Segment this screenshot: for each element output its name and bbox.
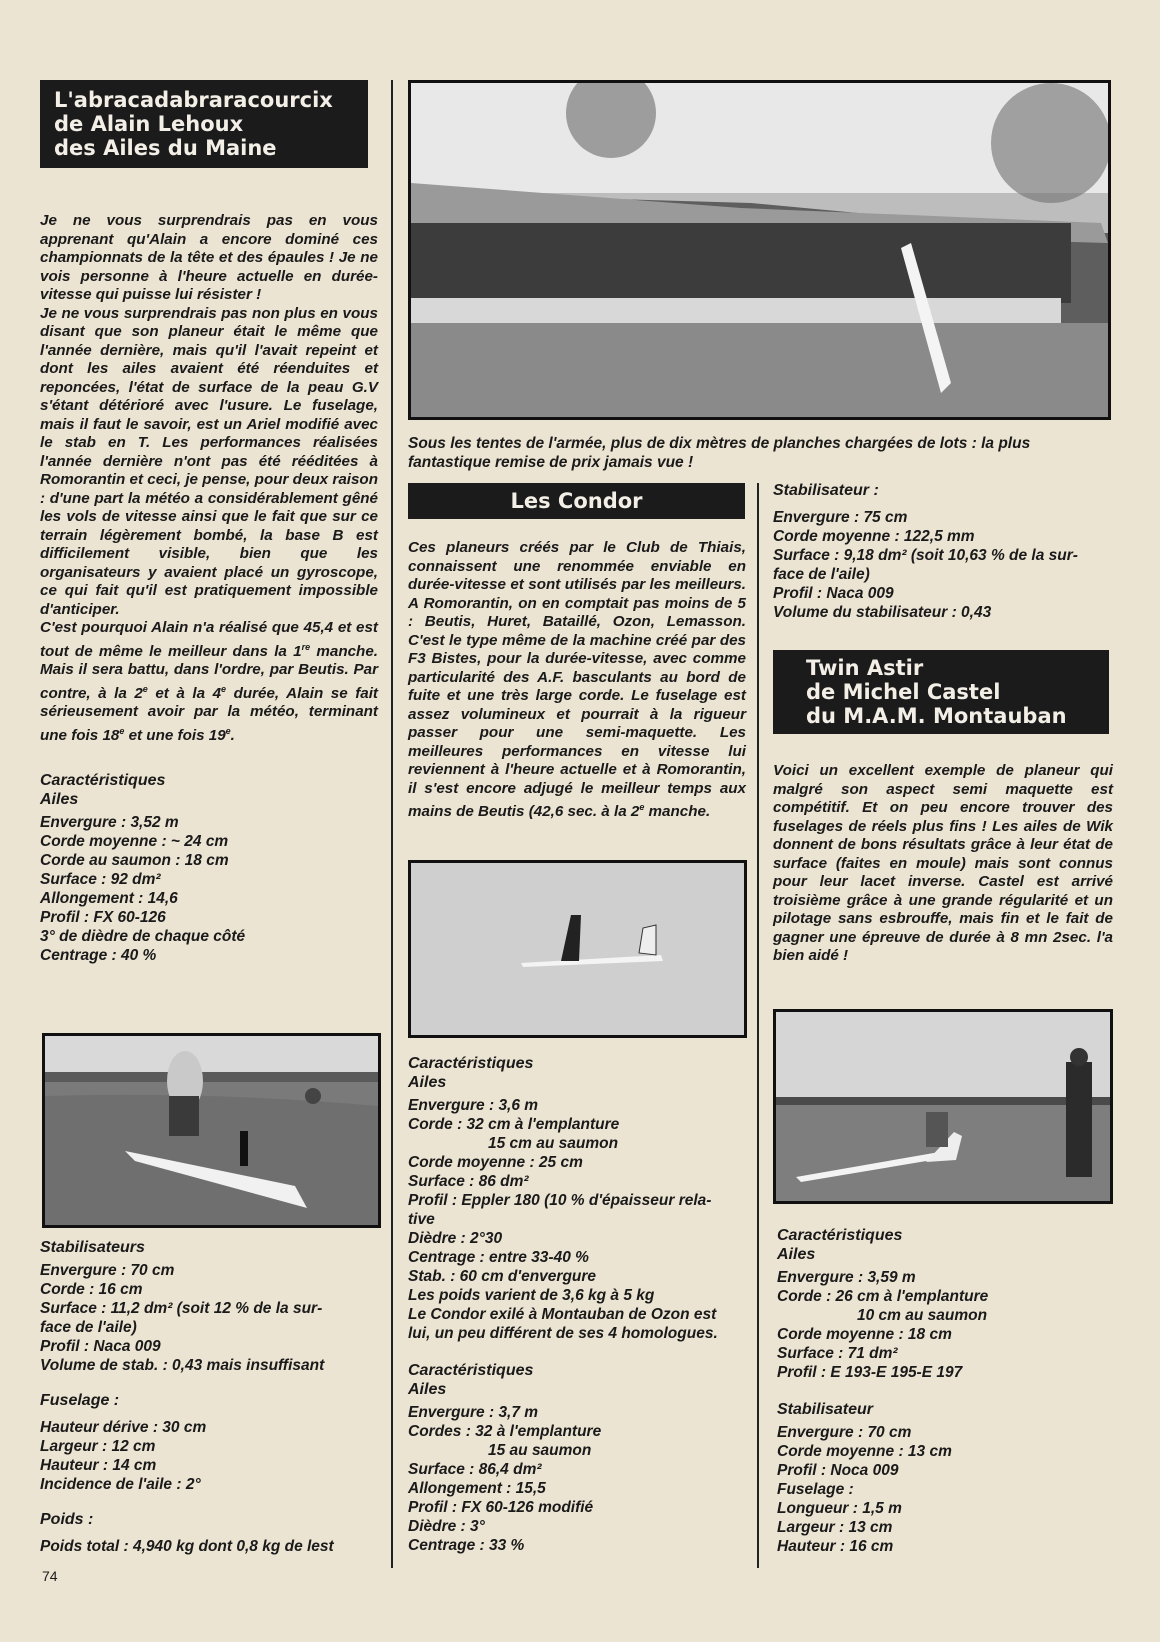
spec-item: Profil : FX 60-126 modifié (408, 1499, 594, 1516)
photo-image (45, 1036, 378, 1225)
title-line: de Alain Lehoux (54, 112, 244, 136)
spec-item: Corde : 26 cm à l'emplanture (777, 1288, 989, 1305)
specs-list (40, 813, 378, 965)
spec-item: Envergure : 3,52 m (40, 814, 179, 832)
spec-item: 10 cm au saumon (857, 1307, 988, 1324)
spec-item: Surface : 9,18 dm² (soit 10,63 % de la sur- (773, 547, 1078, 564)
title-line: Les Condor (510, 489, 643, 513)
spec-item: Largeur : 13 cm (777, 1519, 893, 1536)
spec-item: Envergure : 75 cm (773, 509, 908, 526)
title-line: L'abracadabraracourcix (54, 88, 333, 112)
specs-heading: Caractéristiques (408, 1362, 534, 1379)
spec-item: 15 cm au saumon (488, 1135, 619, 1152)
spec-item: Cordes : 32 à l'emplanture (408, 1423, 602, 1440)
spec-item: Surface : 71 dm² (777, 1345, 898, 1362)
article-twin-astir-specs (777, 1226, 1113, 1556)
spec-item: Dièdre : 3° (408, 1518, 485, 1535)
specs-heading: Caractéristiques (777, 1227, 903, 1244)
spec-item: Le Condor exilé à Montauban de Ozon est (408, 1306, 717, 1323)
article-condor (408, 483, 746, 822)
spec-item: Fuselage : (777, 1481, 854, 1498)
spec-item: Hauteur : 16 cm (777, 1538, 894, 1555)
spec-item: Corde moyenne : ~ 24 cm (40, 833, 229, 851)
spec-item: Profil : E 193-E 195-E 197 (777, 1364, 963, 1381)
spec-item: Corde moyenne : 18 cm (777, 1326, 952, 1343)
spec-item: Corde moyenne : 122,5 mm (773, 528, 975, 545)
spec-item: Profil : Naca 009 (773, 585, 894, 602)
article-twin-astir-title (773, 650, 1109, 734)
stab-specs-list (773, 508, 1113, 622)
title-line: Twin Astir (806, 656, 924, 680)
page-number: 74 (42, 1568, 58, 1584)
specs-subheading: Ailes (408, 1074, 447, 1091)
spec-item: Allongement : 15,5 (408, 1480, 546, 1497)
photo-image (411, 83, 1108, 417)
spec-item: Corde moyenne : 25 cm (408, 1154, 583, 1171)
stab-specs-list (40, 1261, 378, 1375)
spec-item: Largeur : 12 cm (40, 1438, 156, 1455)
spec-item: face de l'aile) (773, 566, 870, 583)
photo-glider-flight (408, 860, 747, 1038)
spec-item: Corde : 32 cm à l'emplanture (408, 1116, 620, 1133)
spec-item: Surface : 86,4 dm² (408, 1461, 542, 1478)
fuselage-heading: Fuselage : (40, 1392, 120, 1409)
spec-item: lui, un peu différent de ses 4 homologues. (408, 1325, 718, 1342)
spec-item: Profil : Eppler 180 (10 % d'épaisseur rela- (408, 1192, 712, 1209)
photo-prize-tents (408, 80, 1111, 420)
spec-item: 15 au saumon (488, 1442, 592, 1459)
spec-item: Profil : Naca 009 (40, 1338, 161, 1355)
paragraph: Je ne vous surprendrais pas en vous apprenant qu'Alain a encore dominé ces championnats de la tête et des épaules ! Je ne vois personne à l'heure actuelle en durée-vitesse qui puisse lui résister ! (40, 212, 378, 303)
spec-item: Surface : 86 dm² (408, 1173, 529, 1190)
specs-list (408, 1096, 746, 1343)
spec-item: Profil : Noca 009 (777, 1462, 899, 1479)
specs-heading: Caractéristiques (40, 772, 166, 790)
spec-item: Profil : FX 60-126 (40, 909, 166, 927)
photo-image (411, 863, 744, 1035)
stab-heading: Stabilisateur : (773, 482, 879, 499)
article-lehoux (40, 80, 378, 965)
spec-item: Centrage : 33 % (408, 1537, 525, 1554)
spec-item: Stab. : 60 cm d'envergure (408, 1268, 597, 1285)
spec-item: Surface : 92 dm² (40, 871, 161, 889)
photo-twin-astir (773, 1009, 1113, 1204)
spec-item: Poids total : 4,940 kg dont 0,8 kg de lest (40, 1538, 334, 1555)
title-line: du M.A.M. Montauban (806, 704, 1067, 728)
paragraph: C'est pourquoi Alain n'a réalisé que 45,4 et est tout de même le meilleur dans la 1re manche. Mais il sera battu, dans l'ordre, par Beutis. Par contre, à la 2e et à la 4e durée, Alain se fait sérieusement avoir par la météo, terminant une fois 18e et une fois 19e. (40, 619, 378, 744)
spec-item: Centrage : entre 33-40 % (408, 1249, 589, 1266)
spec-item: Longueur : 1,5 m (777, 1500, 902, 1517)
spec-item: Corde moyenne : 13 cm (777, 1443, 952, 1460)
specs-heading: Caractéristiques (408, 1055, 534, 1072)
spec-item: face de l'aile) (40, 1319, 137, 1336)
spec-item: Envergure : 70 cm (40, 1262, 175, 1279)
spec-item: Incidence de l'aile : 2° (40, 1476, 201, 1493)
spec-item: Corde : 16 cm (40, 1281, 143, 1298)
photo-image (776, 1012, 1110, 1201)
spec-item: Allongement : 14,6 (40, 890, 178, 908)
spec-item: Hauteur : 14 cm (40, 1457, 157, 1474)
photo-glider-ground (42, 1033, 381, 1228)
specs-list (408, 1403, 746, 1555)
spec-item: Envergure : 3,7 m (408, 1404, 539, 1421)
spec-item: Corde au saumon : 18 cm (40, 852, 229, 870)
spec-item: 3° de dièdre de chaque côté (40, 928, 246, 946)
spec-item: Envergure : 70 cm (777, 1424, 912, 1441)
spec-item: Volume du stabilisateur : 0,43 (773, 604, 992, 621)
article-condor-title (408, 483, 745, 519)
article-condor-stab (773, 481, 1113, 622)
column-divider-left (391, 80, 393, 1568)
paragraph: Ces planeurs créés par le Club de Thiais, connaissent une renommée enviable en durée-vitesse et sont utilisés par les meilleurs. A Romorantin, on en comptait pas moins de 5 : Beutis, Huret, Bataillé, Ozon, Lemasson. C'est le type même de la machine créé par des F3 Bistes, pour la durée-vitesse, avec comme particularité des A.F. basculants au bord de fuite et une très large corde. Le fuselage est assez volumineux et pourrait à la rigueur passer pour une semi-maquette. Les meilleures performances en vitesse lui reviennent à l'heure actuelle et à Romorantin, il s'est encore adjugé le meilleur temps aux mains de Beutis (42,6 sec. à la 2e manche. (408, 539, 746, 821)
article-lehoux-specs-2 (40, 1238, 378, 1556)
paragraph: Je ne vous surprendrais pas non plus en vous disant que son planeur était le même que l'année dernière, mais qu'il l'avait repeint et dont les ailes avaient été réenduites et reponcées, l'état de surface de la peau G.V s'étant détérioré avec l'usure. Le fuselage, mais il faut le savoir, est un Ariel modifié avec le stab en T. Les performances réalisées l'année dernière n'ont pas été rééditées à Romorantin et ceci, je pense, pour deux raison : d'une part la météo a considérablement gêné les vols de vitesse ainsi que le fait que sur ce terrain légèrement bombé, la base B est difficilement visible, bien que les organisateurs y avaient placé un gyroscope, ce qui fait qu'il est pratiquement impossible d'anticiper. (40, 304, 378, 618)
spec-item: Dièdre : 2°30 (408, 1230, 503, 1247)
spec-item: tive (408, 1211, 435, 1228)
specs-subheading: Ailes (777, 1246, 816, 1263)
spec-item: Envergure : 3,6 m (408, 1097, 539, 1114)
stab-heading: Stabilisateurs (40, 1239, 145, 1256)
specs-list (777, 1268, 1113, 1382)
stab-heading: Stabilisateur (777, 1401, 874, 1418)
specs-subheading: Ailes (40, 791, 79, 809)
column-divider-right (757, 483, 759, 1568)
poids-specs-list (40, 1537, 378, 1556)
spec-item: Les poids varient de 3,6 kg à 5 kg (408, 1287, 655, 1304)
article-lehoux-title (40, 80, 368, 168)
photo-caption: Sous les tentes de l'armée, plus de dix mètres de planches chargées de lots : la plus fantastique remise de prix jamais vue ! (408, 435, 1031, 471)
paragraph: Voici un excellent exemple de planeur qui malgré son aspect semi maquette est compétitif. Et on peu encore trouver des fuselages de réels plus fins ! Les ailes de Wik donnent de bons résultats grâce à leur état de surface (faites en moule) mais sont connus pour leur lacet inverse. Castel est arrivé troisième grâce à une grande régularité et un pilotage sans esbrouffe, mais fin et le fait de gagner une épreuve de durée à 8 mn 2sec. l'a bien aidé ! (773, 762, 1113, 964)
title-line: de Michel Castel (806, 680, 1001, 704)
title-line: des Ailes du Maine (54, 136, 277, 160)
article-condor-specs (408, 1054, 746, 1555)
spec-item: Hauteur dérive : 30 cm (40, 1419, 207, 1436)
poids-heading: Poids : (40, 1511, 94, 1528)
stab-specs-list (777, 1423, 1113, 1556)
article-twin-astir (773, 650, 1113, 966)
spec-item: Volume de stab. : 0,43 mais insuffisant (40, 1357, 325, 1374)
spec-item: Centrage : 40 % (40, 947, 157, 965)
specs-subheading: Ailes (408, 1381, 447, 1398)
spec-item: Surface : 11,2 dm² (soit 12 % de la sur- (40, 1300, 323, 1317)
spec-item: Envergure : 3,59 m (777, 1269, 916, 1286)
fuselage-specs-list (40, 1418, 378, 1494)
